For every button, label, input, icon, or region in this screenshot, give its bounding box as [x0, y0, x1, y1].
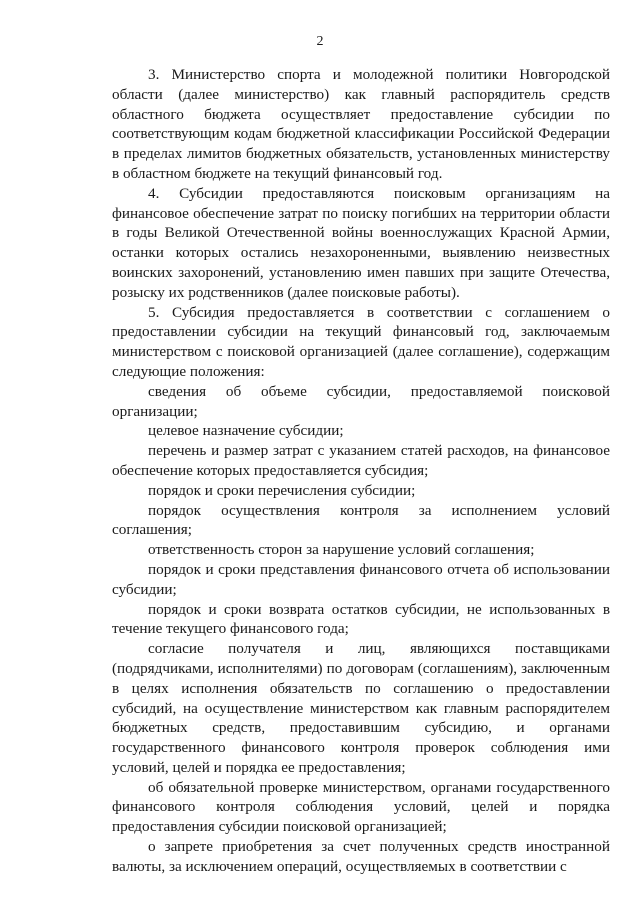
list-item-transfer-order: порядок и сроки перечисления субсидии;	[148, 481, 416, 499]
list-item-liability: ответственность сторон за нарушение условий соглашения;	[148, 541, 535, 559]
paragraph-4: 4. Субсидии предоставляются поисковым организациям на финансовое обеспечение затрат по поиску погибших на территории области в годы Великой Отечественной войны военнослужащих Красной Армии, останки которых остались незахороненными, выявлению неизвестных воинских захоронений, установлению имен павших при защите Отечества, розыску их родственников (далее поисковые работы).	[112, 184, 610, 301]
list-item-mandatory-check: об обязательной проверке министерством, органами государственного финансового контроля соблюдения условий, целей и порядка предоставления субсидии поисковой организацией;	[112, 778, 610, 836]
document-body	[112, 65, 610, 877]
list-item-subsidy-amount: сведения об объеме субсидии, предоставляемой поисковой организации;	[112, 382, 610, 420]
list-item-control-order: порядок осуществления контроля за исполнением условий соглашения;	[112, 501, 610, 539]
list-item-report-order: порядок и сроки представления финансового отчета об использовании субсидии;	[112, 560, 610, 598]
page-number: 2	[316, 34, 324, 49]
paragraph-5: 5. Субсидия предоставляется в соответствии с соглашением о предоставлении субсидии на текущий финансовый год, заключаемым министерством с поисковой организацией (далее соглашение), содержащим следующие положения:	[112, 303, 610, 380]
list-item-expense-list: перечень и размер затрат с указанием статей расходов, на финансовое обеспечение которых предоставляется субсидия;	[112, 442, 610, 479]
list-item-purpose: целевое назначение субсидии;	[148, 422, 344, 440]
paragraph-3: 3. Министерство спорта и молодежной политики Новгородской области (далее министерство) как главный распорядитель средств областного бюджета осуществляет предоставление субсидии по соответствующим кодам бюджетной классификации Российской Федерации в пределах лимитов бюджетных обязательств, установленных министерству в областном бюджете на текущий финансовый год.	[112, 66, 610, 182]
list-item-return-order: порядок и сроки возврата остатков субсидии, не использованных в течение текущего финансового года;	[112, 600, 610, 638]
list-item-consent: согласие получателя и лиц, являющихся поставщиками (подрядчиками, исполнителями) по договорам (соглашениям), заключенным в целях исполнения обязательств по соглашению о предоставлении субсидий, на осуществление министерством как главным распорядителем бюджетных средств, предоставившим субсидию, и органами государственного финансового контроля проверок соблюдения ими условий, целей и порядка ее предоставления;	[112, 640, 610, 776]
list-item-currency-ban: о запрете приобретения за счет полученных средств иностранной валюты, за исключением операций, осуществляемых в соответствии с	[112, 838, 610, 875]
